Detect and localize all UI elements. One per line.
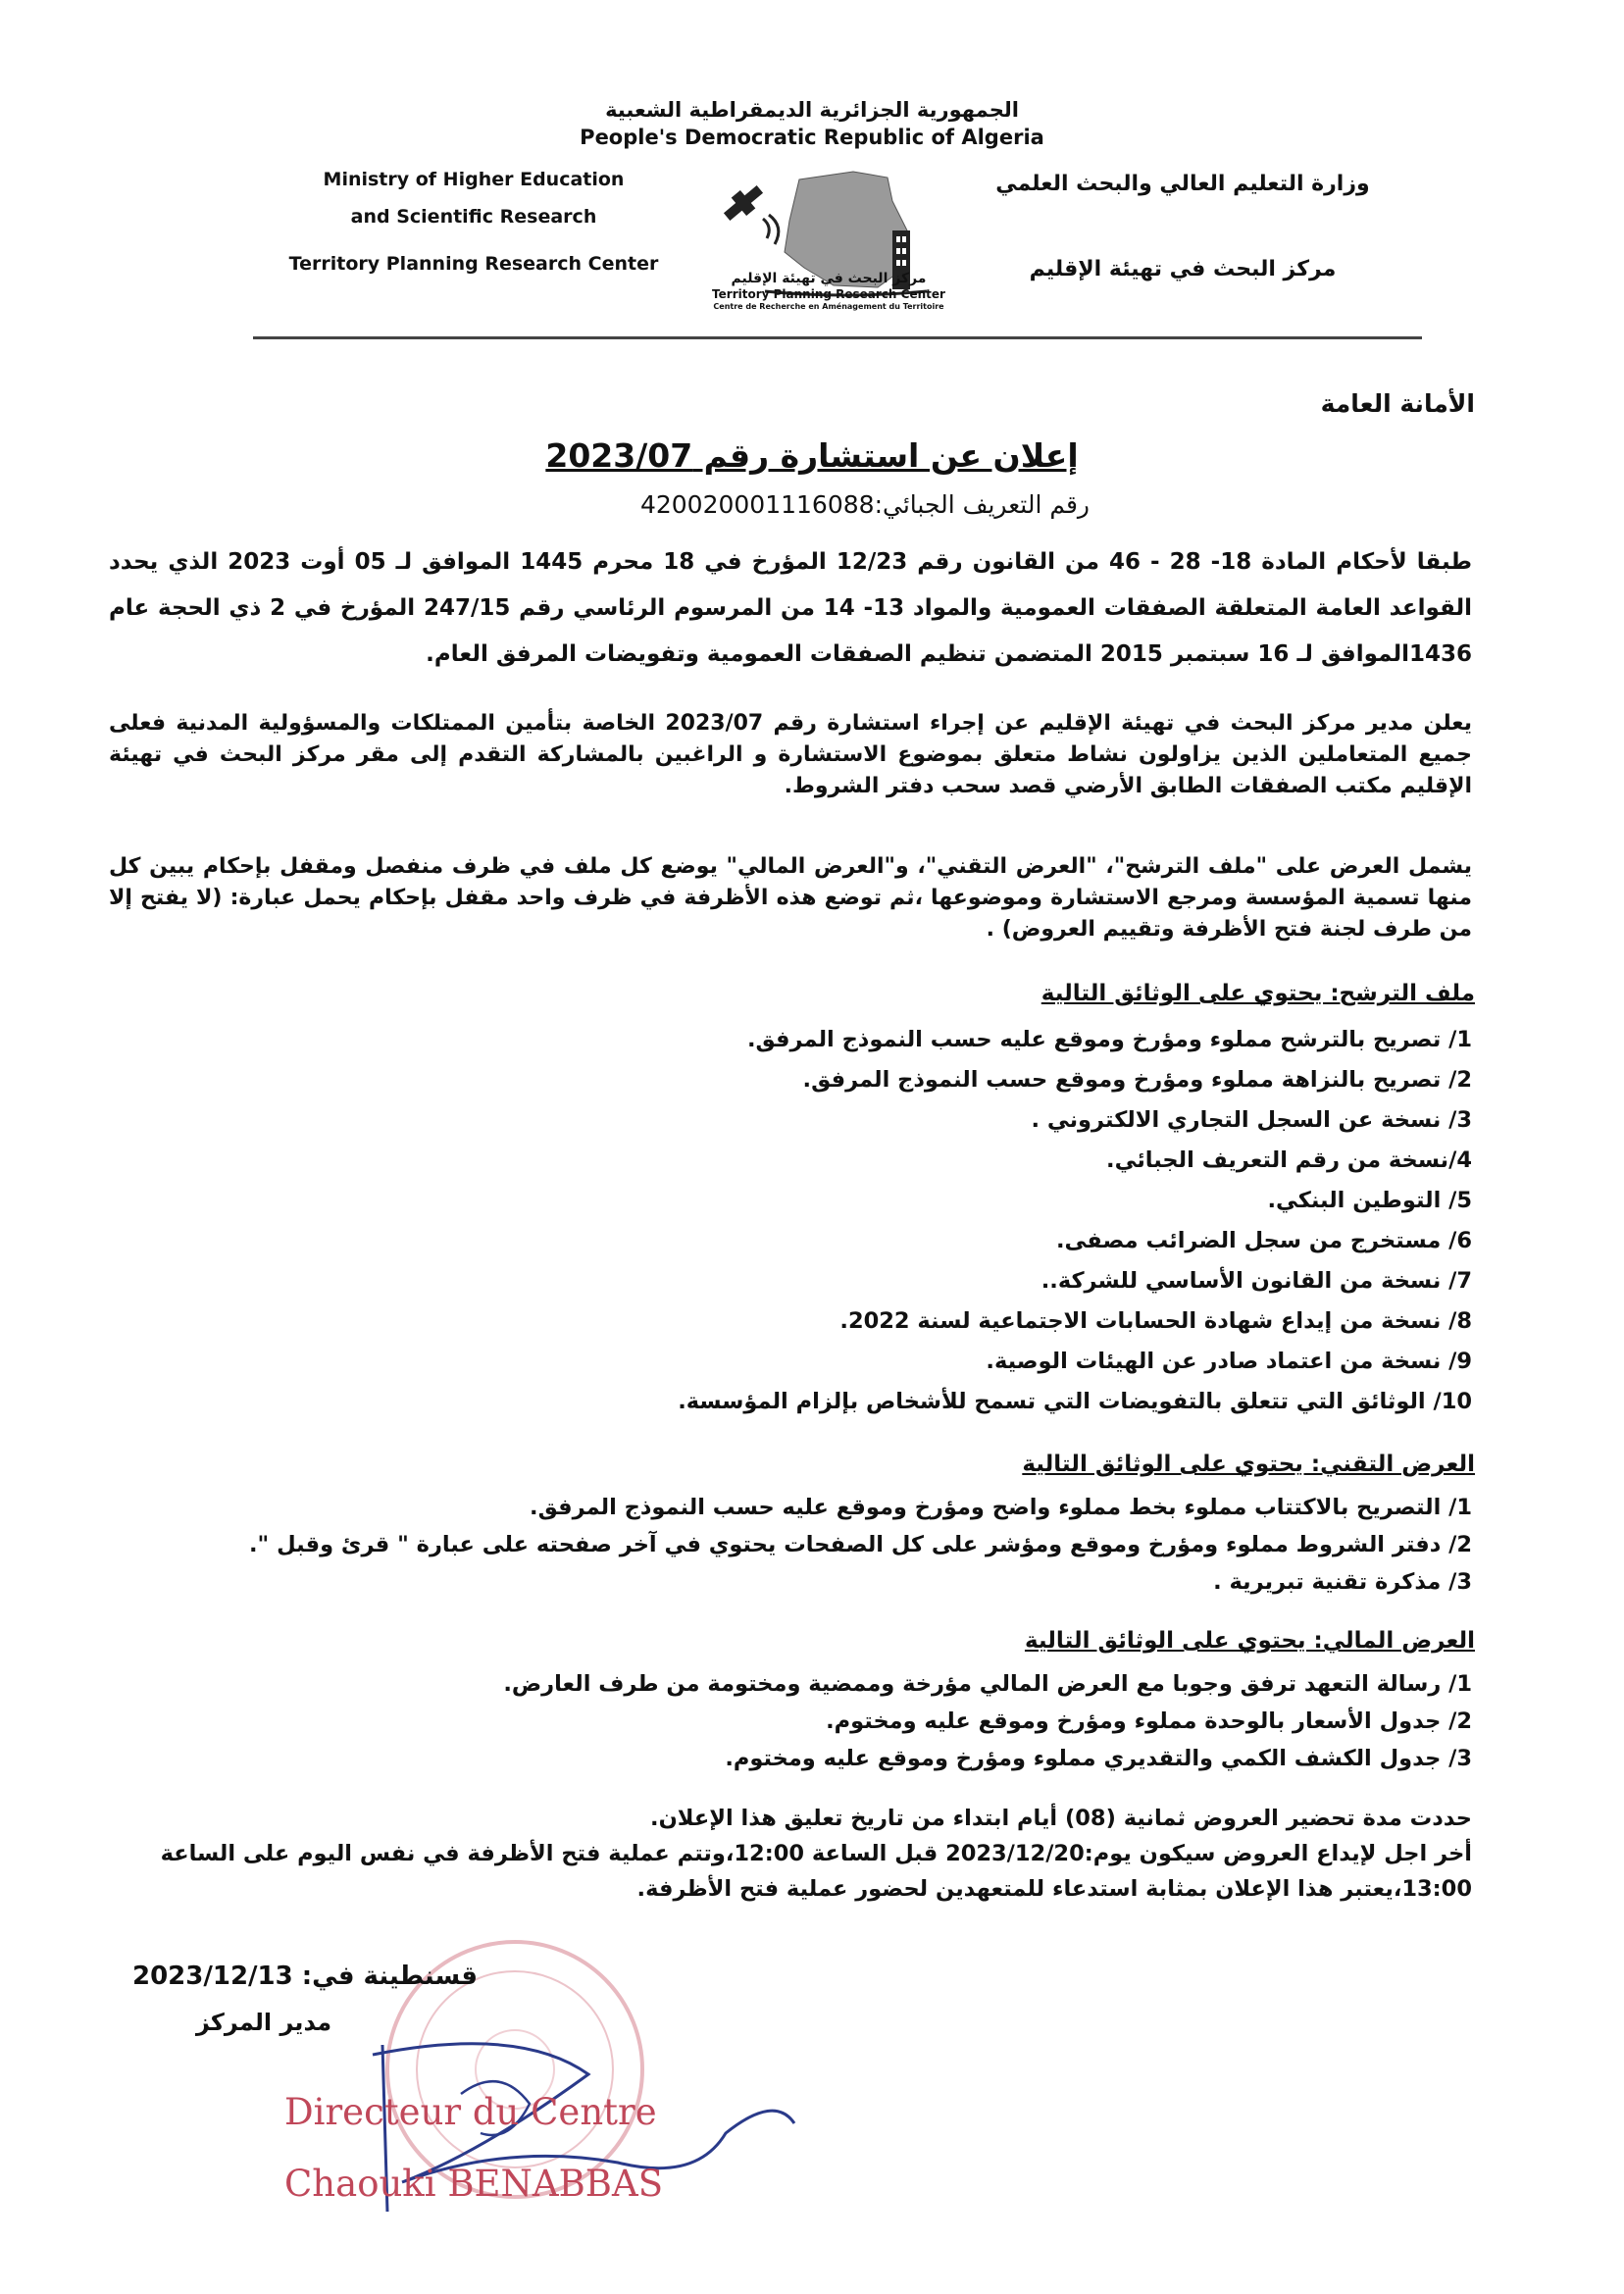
list-item: 8/ نسخة من إيداع شهادة الحسابات الاجتماعية لسنة 2022.	[839, 1308, 1472, 1334]
technical-offer-heading-text: العرض التقني: يحتوي على الوثائق التالية	[1022, 1452, 1475, 1477]
center-name-ar: مركز البحث في تهيئة الإقليم	[1029, 257, 1337, 281]
header-divider	[253, 336, 1422, 339]
list-item: 7/ نسخة من القانون الأساسي للشركة..	[1040, 1268, 1472, 1294]
center-name-en: Territory Planning Research Center	[288, 253, 659, 275]
stamp-name: Chaouki BENABBAS	[284, 2163, 664, 2205]
list-item: 1/ التصريح بالاكتتاب مملوء بخط مملوء واضح ومؤرخ وموقع عليه حسب النموذج المرفق.	[530, 1495, 1472, 1520]
ministry-name-en-line1: Ministry of Higher Education	[323, 169, 625, 190]
financial-offer-heading	[1025, 1628, 1475, 1654]
general-secretariat-label: الأمانة العامة	[1320, 389, 1475, 418]
logo-caption-en: Territory Planning Research Center	[712, 287, 945, 301]
place-and-date: قسنطينة في: 2023/12/13	[132, 1962, 478, 1991]
candidacy-heading-text: ملف الترشح: يحتوي على الوثائق التالية	[1040, 981, 1475, 1006]
technical-offer-list	[99, 1489, 1472, 1601]
stamp-title: Directeur du Centre	[284, 2091, 657, 2133]
technical-offer-heading	[1022, 1452, 1475, 1477]
logo-caption-fr: Centre de Recherche en Aménagement du Territoire	[713, 302, 944, 311]
preparation-period-text: حددت مدة تحضير العروض ثمانية (08) أيام ابتداء من تاريخ تعليق هذا الإعلان.	[650, 1806, 1472, 1831]
offer-composition-paragraph: يشمل العرض على "ملف الترشح"، "العرض التقني"، و"العرض المالي" يوضع كل ملف في ظرف منفصل ومقفل بإحكام يبين كل منها تسمية المؤسسة ومرجع الاستشارة وموضوعها ،ثم توضع هذه الأظرفة في ظرف واحد مقفل بإحكام يحمل عبارة: (لا يفتح إلا من طرف لجنة فتح الأظرفة وتقييم العروض) .	[109, 854, 1472, 942]
list-item: 2/ دفتر الشروط مملوء ومؤرخ وموقع ومؤشر على كل الصفحات يحتوي في آخر صفحته على عبارة " قرئ وقبل ".	[249, 1532, 1472, 1557]
ministry-name-en-line2: and Scientific Research	[350, 206, 597, 228]
list-item: 1/ رسالة التعهد ترفق وجوبا مع العرض المالي مؤرخة وممضية ومختومة من طرف العارض.	[503, 1671, 1472, 1697]
ministry-name-ar: وزارة التعليم العالي والبحث العلمي	[995, 172, 1370, 196]
announcement-paragraph: يعلن مدير مركز البحث في تهيئة الإقليم عن إجراء استشارة رقم 2023/07 الخاصة بتأمين الممتلكات والمسؤولية المدنية فعلى جميع المتعاملين الذين يزاولون نشاط متعلق بموضوع الاستشارة و الراغبين بالمشاركة التقدم إلى مقر مركز البحث في تهيئة الإقليم مكتب الصفقات الطابق الأرضي قصد سحب دفتر الشروط.	[109, 711, 1472, 798]
announcement-title: إعلان عن استشارة رقم 2023/07	[545, 436, 1079, 475]
list-item: 10/ الوثائق التي تتعلق بالتفويضات التي تسمح للأشخاص بإلزام المؤسسة.	[678, 1389, 1472, 1414]
list-item: 2/ تصريح بالنزاهة مملوء ومؤرخ وموقع حسب النموذج المرفق.	[802, 1067, 1472, 1093]
financial-offer-list	[99, 1665, 1472, 1777]
country-name-ar: الجمهورية الجزائرية الديمقراطية الشعبية	[605, 98, 1019, 122]
tax-id: رقم التعريف الجبائي:420020001116088	[639, 490, 1090, 519]
legal-basis-paragraph: طبقا لأحكام المادة 18- 28 - 46 من القانون رقم 12/23 المؤرخ في 18 محرم 1445 الموافق لـ 05 أوت 2023 الذي يحدد القواعد العامة المتعلقة الصفقات العمومية والمواد 13- 14 من المرسوم الرئاسي رقم 247/15 المؤرخ في 2 ذي الحجة عام 1436الموافق لـ 16 سبتمبر 2015 المتضمن تنظيم الصفقات العمومية وتفويضات المرفق العام.	[109, 549, 1473, 667]
deadline-text: أخر اجل لإيداع العروض سيكون يوم:2023/12/20 قبل الساعة 12:00،وتتم عملية فتح الأظرفة في نفس اليوم على الساعة 13:00،يعتبر هذا الإعلان بمثابة استدعاء للمتعهدين لحضور عملية فتح الأظرفة.	[160, 1841, 1472, 1902]
list-item: 1/ تصريح بالترشح مملوء ومؤرخ وموقع عليه حسب النموذج المرفق.	[746, 1027, 1472, 1052]
list-item: 9/ نسخة من اعتماد صادر عن الهيئات الوصية.	[986, 1349, 1472, 1374]
logo-caption-ar: مركز البحث في تهيئة الإقليم	[731, 271, 927, 286]
director-label: مدير المركز	[196, 2009, 332, 2036]
candidacy-heading	[1041, 981, 1475, 1006]
list-item: 4/نسخة من رقم التعريف الجبائي.	[1106, 1147, 1472, 1173]
list-item: 3/ جدول الكشف الكمي والتقديري مملوء ومؤرخ وموقع عليه ومختوم.	[725, 1746, 1472, 1771]
list-item: 3/ نسخة عن السجل التجاري الالكتروني .	[1031, 1107, 1472, 1133]
list-item: 3/ مذكرة تقنية تبريرية .	[1213, 1569, 1472, 1595]
financial-offer-heading-text: العرض المالي: يحتوي على الوثائق التالية	[1024, 1628, 1475, 1654]
list-item: 5/ التوطين البنكي.	[1267, 1188, 1472, 1213]
list-item: 2/ جدول الأسعار بالوحدة مملوء ومؤرخ وموقع عليه ومختوم.	[826, 1708, 1472, 1734]
candidacy-list	[99, 1020, 1472, 1422]
list-item: 6/ مستخرج من سجل الضرائب مصفى.	[1056, 1228, 1472, 1253]
country-name-en: People's Democratic Republic of Algeria	[580, 126, 1044, 149]
page-title	[0, 436, 1624, 475]
